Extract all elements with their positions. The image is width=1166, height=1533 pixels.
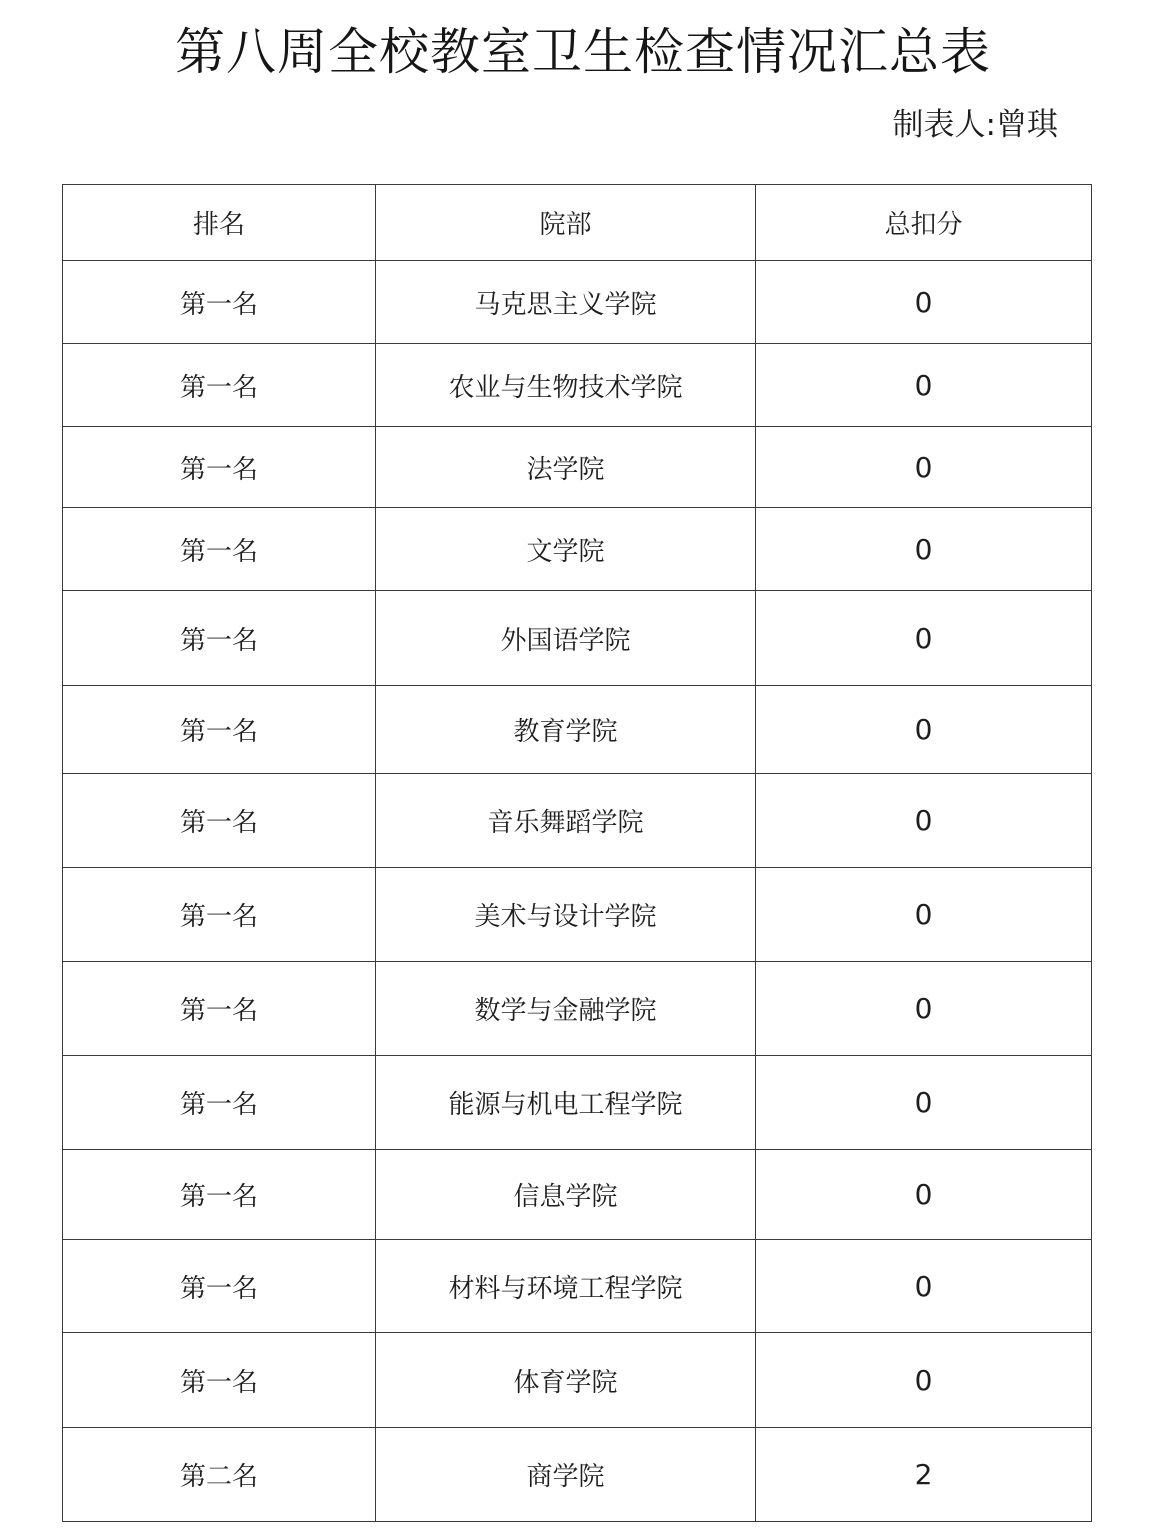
table-row: [63, 508, 1092, 591]
rank-cell: 第一名: [63, 427, 376, 508]
table-row: [63, 868, 1092, 962]
department-cell: 美术与设计学院: [376, 868, 756, 962]
table-row: [63, 686, 1092, 774]
header-rank: 排名: [63, 185, 376, 261]
score-cell: 0: [756, 591, 1092, 686]
score-cell: 2: [756, 1428, 1092, 1522]
table-row: [63, 427, 1092, 508]
table-row: [63, 962, 1092, 1056]
score-cell: 0: [756, 1056, 1092, 1150]
table-row: [63, 591, 1092, 686]
score-cell: 0: [756, 774, 1092, 868]
table-row: [63, 1150, 1092, 1240]
rank-cell: 第一名: [63, 962, 376, 1056]
department-cell: 能源与机电工程学院: [376, 1056, 756, 1150]
table-row: [63, 344, 1092, 427]
score-cell: 0: [756, 261, 1092, 344]
score-cell: 0: [756, 508, 1092, 591]
score-cell: 0: [756, 1240, 1092, 1333]
department-cell: 数学与金融学院: [376, 962, 756, 1056]
department-cell: 商学院: [376, 1428, 756, 1522]
department-cell: 文学院: [376, 508, 756, 591]
rank-cell: 第一名: [63, 1240, 376, 1333]
header-row: [63, 185, 1092, 261]
rank-cell: 第一名: [63, 344, 376, 427]
header-total-deduction: 总扣分: [756, 185, 1092, 261]
score-cell: 0: [756, 1333, 1092, 1428]
score-cell: 0: [756, 427, 1092, 508]
department-cell: 农业与生物技术学院: [376, 344, 756, 427]
department-cell: 材料与环境工程学院: [376, 1240, 756, 1333]
author-label: 制表人:曾琪: [892, 107, 1058, 143]
score-cell: 0: [756, 344, 1092, 427]
department-cell: 外国语学院: [376, 591, 756, 686]
department-cell: 信息学院: [376, 1150, 756, 1240]
rank-cell: 第一名: [63, 686, 376, 774]
table-row: [63, 774, 1092, 868]
ranking-table: [62, 184, 1092, 1522]
score-cell: 0: [756, 686, 1092, 774]
department-cell: 教育学院: [376, 686, 756, 774]
score-cell: 0: [756, 1150, 1092, 1240]
header-department: 院部: [376, 185, 756, 261]
rank-cell: 第一名: [63, 591, 376, 686]
rank-cell: 第一名: [63, 1150, 376, 1240]
score-cell: 0: [756, 962, 1092, 1056]
rank-cell: 第一名: [63, 508, 376, 591]
table-header: [63, 185, 1092, 261]
rank-cell: 第一名: [63, 868, 376, 962]
table-row: [63, 1240, 1092, 1333]
department-cell: 马克思主义学院: [376, 261, 756, 344]
table-body: [63, 261, 1092, 1522]
department-cell: 体育学院: [376, 1333, 756, 1428]
rank-cell: 第一名: [63, 261, 376, 344]
rank-cell: 第二名: [63, 1428, 376, 1522]
rank-cell: 第一名: [63, 1056, 376, 1150]
table-row: [63, 1056, 1092, 1150]
rank-cell: 第一名: [63, 1333, 376, 1428]
department-cell: 音乐舞蹈学院: [376, 774, 756, 868]
table-row: [63, 261, 1092, 344]
department-cell: 法学院: [376, 427, 756, 508]
score-cell: 0: [756, 868, 1092, 962]
document-title: 第八周全校教室卫生检查情况汇总表: [175, 23, 991, 81]
table-row: [63, 1428, 1092, 1522]
table-row: [63, 1333, 1092, 1428]
rank-cell: 第一名: [63, 774, 376, 868]
